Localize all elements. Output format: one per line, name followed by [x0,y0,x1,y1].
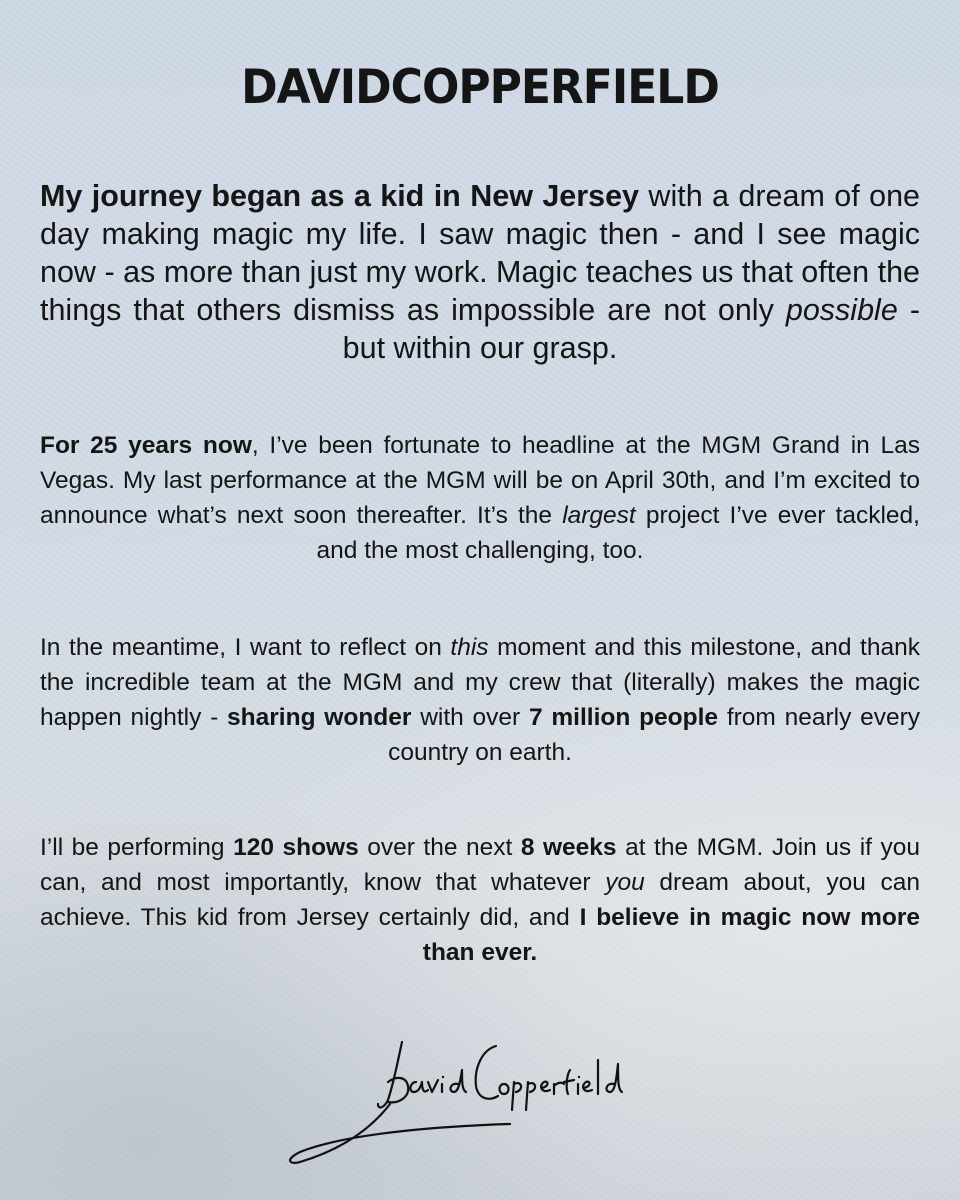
thanks-text-1: In the meantime, I want to reflect on [40,634,451,661]
closing-text-4: dream about, you can achieve. This kid from Jersey certainly did, and [40,869,920,931]
closing-text-1: I’ll be performing [40,834,234,861]
closing-italic-you: you [605,869,645,896]
intro-text-2: - but within our grasp. [342,293,920,365]
closing-bold-8-weeks: 8 weeks [520,834,617,861]
thanks-text-3: with over [411,704,529,731]
thanks-text-4: from nearly every country on earth. [388,704,920,766]
mgm-lead-bold: For 25 years now [40,432,252,459]
mgm-text-1: , I’ve been fortunate to headline at the MGM Grand in Las Vegas. My last performance at the MGM will be on April 30th, and I’m excited to announce what’s next soon thereafter. It’s the [40,432,920,529]
closing-text-2: over the next [358,834,521,861]
letter-paragraph-thanks [40,630,920,770]
thanks-text-2: moment and this milestone, and thank the incredible team at the MGM and my crew that (literally) makes the magic happen nightly - [40,634,920,731]
letter-paragraph-intro [40,177,920,367]
intro-lead-bold: My journey began as a kid in New Jersey [40,179,640,213]
closing-bold-believe: I believe in magic now more than ever. [422,904,920,966]
letter-paragraph-mgm [40,428,920,568]
thanks-italic-this: this [450,634,489,661]
intro-text-1: with a dream of one day making magic my life. I saw magic then - and I see magic now - as more than just my work. Magic teaches us that often the things that others dismiss as impossible are not only [40,179,920,327]
closing-text-3: at the MGM. Join us if you can, and most importantly, know that whatever [40,834,920,896]
handwritten-signature [270,1020,670,1180]
mgm-text-2: project I’ve ever tackled, and the most challenging, too. [316,502,920,564]
thanks-bold-sharing-wonder: sharing wonder [227,704,412,731]
letter-paragraph-closing [40,830,920,970]
mgm-italic-largest: largest [562,502,636,529]
brand-logo: DAVIDCOPPERFIELD [241,59,719,116]
closing-bold-120-shows: 120 shows [233,834,359,861]
intro-italic-possible: possible [785,293,898,327]
thanks-bold-7-million: 7 million people [528,704,719,731]
